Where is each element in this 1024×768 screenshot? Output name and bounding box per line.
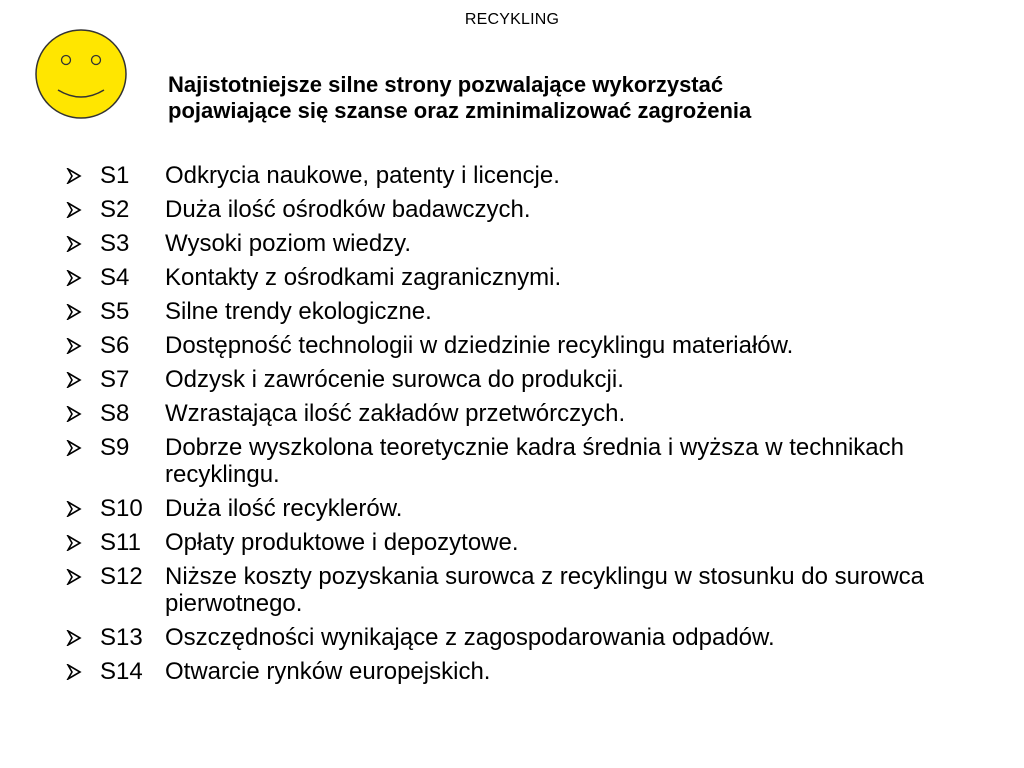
list-item: [66, 495, 996, 522]
item-text: Silne trendy ekologiczne.: [165, 298, 432, 325]
item-code: S12: [100, 563, 143, 590]
item-code: S6: [100, 332, 130, 359]
arrow-bullet-icon: [66, 664, 82, 680]
item-text: Wzrastająca ilość zakładów przetwórczych.: [165, 400, 626, 427]
list-item: [66, 332, 996, 359]
item-code: S14: [100, 658, 143, 685]
list-item: [66, 400, 996, 427]
item-text: Odkrycia naukowe, patenty i licencje.: [165, 162, 560, 189]
item-text: Dobrze wyszkolona teoretycznie kadra średnia i wyższa w technikach recyklingu.: [165, 434, 904, 488]
item-text: Niższe koszty pozyskania surowca z recyklingu w stosunku do surowca pierwotnego.: [165, 563, 924, 617]
list-item: [66, 624, 996, 651]
slide-header: RECYKLING: [464, 11, 560, 28]
item-text: Dostępność technologii w dziedzinie recyklingu materiałów.: [165, 332, 794, 359]
item-code: S8: [100, 400, 130, 427]
item-code: S3: [100, 230, 130, 257]
item-code: S10: [100, 495, 143, 522]
arrow-bullet-icon: [66, 236, 82, 252]
arrow-bullet-icon: [66, 501, 82, 517]
item-code: S2: [100, 196, 130, 223]
item-code: S13: [100, 624, 143, 651]
item-text: Kontakty z ośrodkami zagranicznymi.: [165, 264, 562, 291]
list-item: [66, 264, 996, 291]
item-text: Duża ilość recyklerów.: [165, 495, 403, 522]
item-text: Wysoki poziom wiedzy.: [165, 230, 412, 257]
item-code: S11: [100, 529, 141, 556]
arrow-bullet-icon: [66, 304, 82, 320]
item-text: Opłaty produktowe i depozytowe.: [165, 529, 519, 556]
list-item: [66, 658, 996, 685]
arrow-bullet-icon: [66, 630, 82, 646]
item-text: Otwarcie rynków europejskich.: [165, 658, 491, 685]
item-code: S1: [100, 162, 130, 189]
list-item: [66, 366, 996, 393]
arrow-bullet-icon: [66, 372, 82, 388]
slide-title: [168, 72, 968, 124]
list-item: [66, 162, 996, 189]
list-item: [66, 230, 996, 257]
smiley-face: [36, 30, 126, 118]
item-code: S5: [100, 298, 130, 325]
list-item: [66, 529, 996, 556]
arrow-bullet-icon: [66, 569, 82, 585]
arrow-bullet-icon: [66, 202, 82, 218]
arrow-bullet-icon: [66, 440, 82, 456]
smiley-face-icon: [34, 28, 128, 120]
item-code: S7: [100, 366, 130, 393]
arrow-bullet-icon: [66, 338, 82, 354]
slide-title-line-2: pojawiające się szanse oraz zminimalizować zagrożenia: [168, 98, 752, 123]
list-item: [66, 563, 996, 617]
arrow-bullet-icon: [66, 168, 82, 184]
item-text: Odzysk i zawrócenie surowca do produkcji.: [165, 366, 624, 393]
arrow-bullet-icon: [66, 270, 82, 286]
item-text: Duża ilość ośrodków badawczych.: [165, 196, 531, 223]
item-code: S4: [100, 264, 130, 291]
arrow-bullet-icon: [66, 535, 82, 551]
arrow-bullet-icon: [66, 406, 82, 422]
list-item: [66, 196, 996, 223]
item-text: Oszczędności wynikające z zagospodarowania odpadów.: [165, 624, 775, 651]
item-code: S9: [100, 434, 130, 461]
slide-title-line-1: Najistotniejsze silne strony pozwalające wykorzystać: [168, 72, 724, 97]
list-item: [66, 434, 996, 488]
strengths-list: [66, 162, 996, 692]
list-item: [66, 298, 996, 325]
